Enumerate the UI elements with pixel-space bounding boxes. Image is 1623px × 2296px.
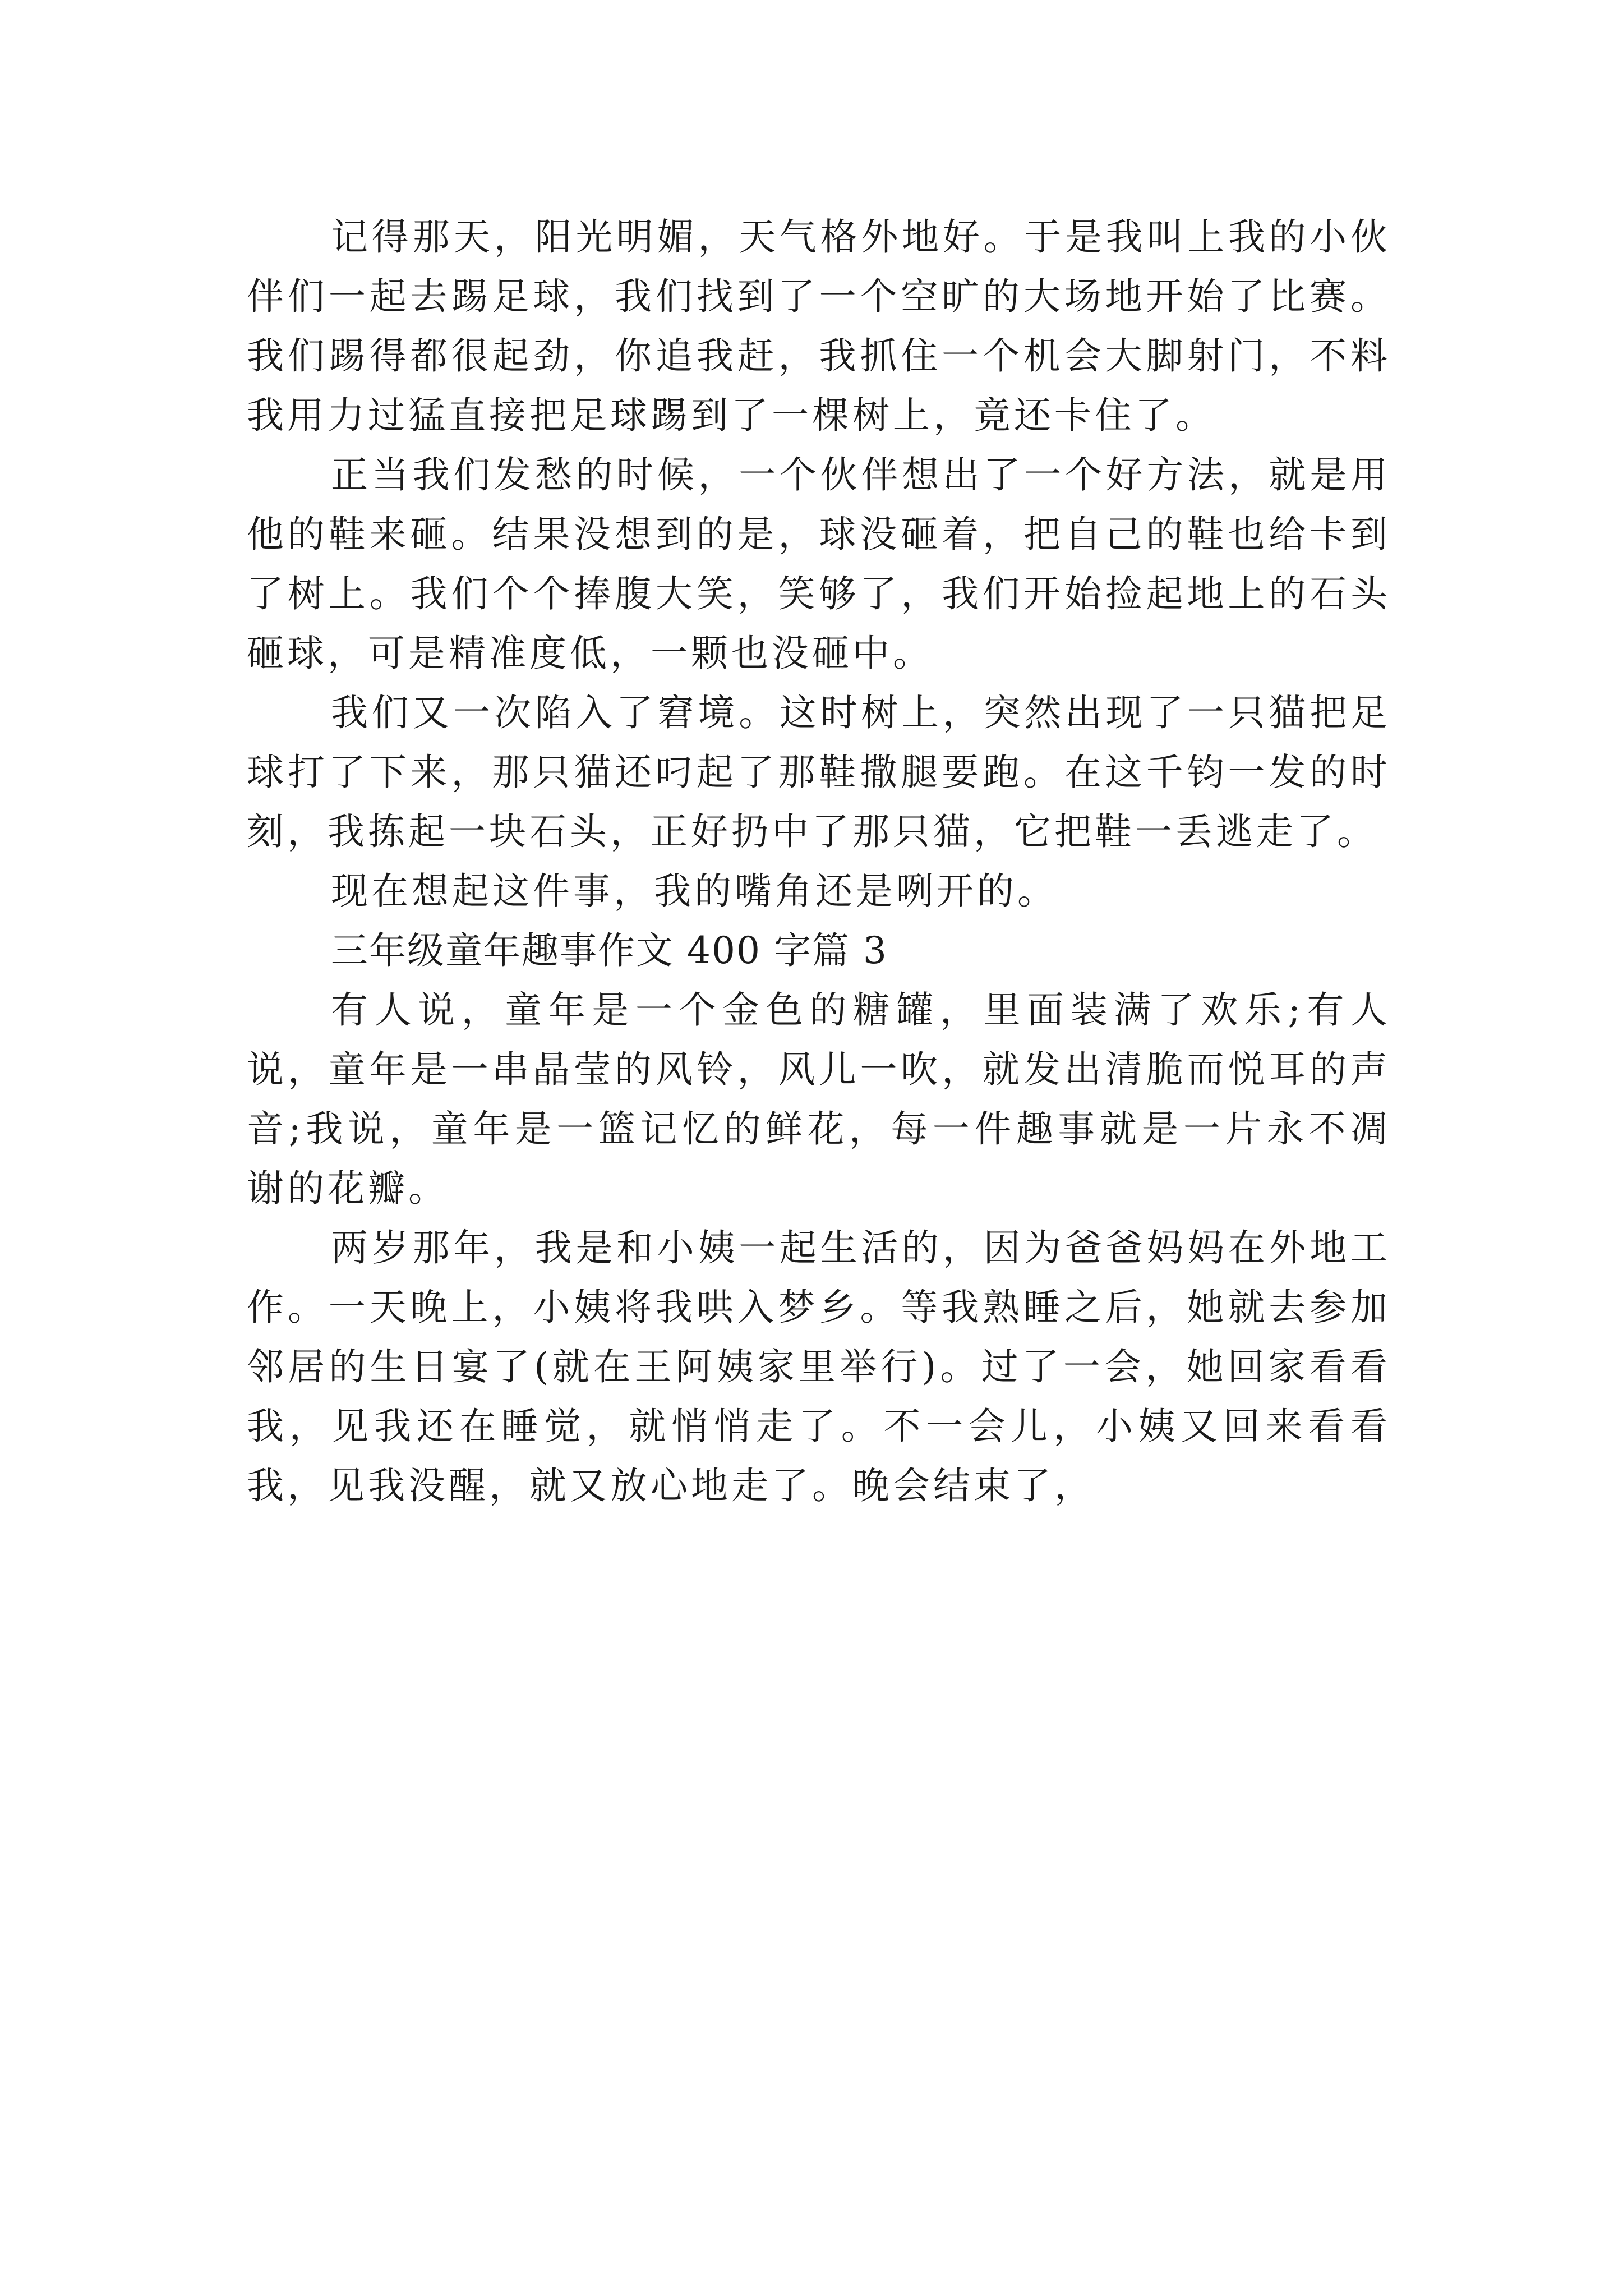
paragraph-shoe-throw: 正当我们发愁的时候，一个伙伴想出了一个好方法，就是用他的鞋来砸。结果没想到的是，球没砸着，把自己的鞋也给卡到了树上。我们个个捧腹大笑，笑够了，我们开始捡起地上的石头砸球，可是精准度低，一颗也没砸中。 [247, 453, 1391, 675]
section-heading: 三年级童年趣事作文 400 字篇 3 [331, 929, 888, 972]
article-body [247, 208, 1391, 1516]
paragraph-childhood-metaphor: 有人说，童年是一个金色的糖罐，里面装满了欢乐;有人说，童年是一串晶莹的风铃，风儿一吹，就发出清脆而悦耳的声音;我说，童年是一篮记忆的鲜花，每一件趣事就是一片永不凋谢的花瓣。 [247, 988, 1391, 1210]
paragraph-aunt-story: 两岁那年，我是和小姨一起生活的，因为爸爸妈妈在外地工作。一天晚上，小姨将我哄入梦乡。等我熟睡之后，她就去参加邻居的生日宴了(就在王阿姨家里举行)。过了一会，她回家看看我，见我还在睡觉，就悄悄走了。不一会儿，小姨又回来看看我，见我没醒，就又放心地走了。晚会结束了， [247, 1226, 1391, 1507]
paragraph-football-story: 记得那天，阳光明媚，天气格外地好。于是我叫上我的小伙伴们一起去踢足球，我们找到了一个空旷的大场地开始了比赛。我们踢得都很起劲，你追我赶，我抓住一个机会大脚射门，不料我用力过猛直接把足球踢到了一棵树上，竟还卡住了。 [247, 215, 1391, 437]
paragraph-cat: 我们又一次陷入了窘境。这时树上，突然出现了一只猫把足球打了下来，那只猫还叼起了那鞋撒腿要跑。在这千钧一发的时刻，我拣起一块石头，正好扔中了那只猫，它把鞋一丢逃走了。 [247, 691, 1391, 853]
paragraph-reflection: 现在想起这件事，我的嘴角还是咧开的。 [331, 869, 1058, 913]
